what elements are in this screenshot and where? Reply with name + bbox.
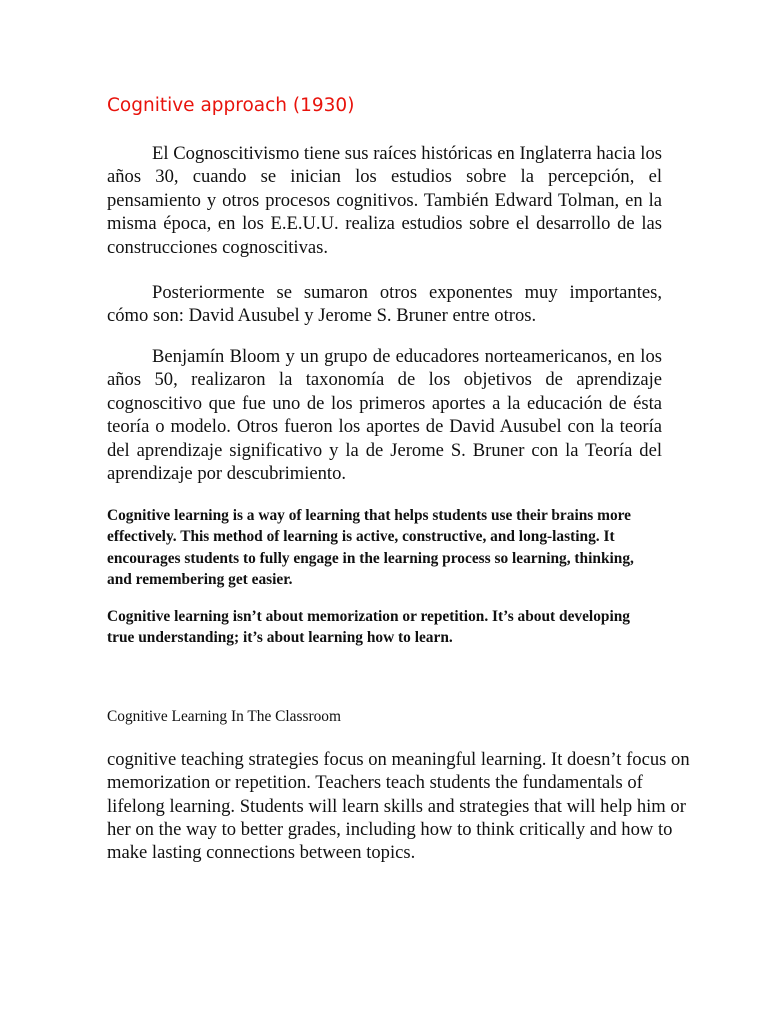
document-title: Cognitive approach (1930) — [107, 95, 355, 116]
paragraph-cognitive-learning-definition: Cognitive learning is a way of learning that helps students use their brains more effectively. This method of learning is active, constructive, and long-lasting. It encourages students to fully engage in the learning process so learning, thinking, and remembering get easier. — [107, 507, 634, 588]
paragraph-teaching-strategies: cognitive teaching strategies focus on meaningful learning. It doesn’t focus on memorization or repetition. Teachers teach students the fundamentals of lifelong learning. Students will learn skills and strategies that will help him or her on the way to better grades, including how to think critically and how to make lasting connections between topics. — [107, 749, 690, 864]
section-heading: Cognitive Learning In The Classroom — [107, 708, 341, 725]
paragraph-bloom: Benjamín Bloom y un grupo de educadores norteamericanos, en los años 50, realizaron la taxonomía de los objetivos de aprendizaje cognoscitivo que fue uno de los primeros aportes a la educación de ésta teoría o modelo. Otros fueron los aportes de David Ausubel con la teoría del aprendizaje significativo y la de Jerome S. Bruner con la Teoría del aprendizaje por descubrimiento. — [107, 346, 662, 485]
paragraph-history: El Cognoscitivismo tiene sus raíces históricas en Inglaterra hacia los años 30, cuando se inician los estudios sobre la percepción, el pensamiento y otros procesos cognitivos. También Edward Tolman, en la misma época, en los E.E.U.U. realiza estudios sobre el desarrollo de las construcciones cognoscitivas. — [107, 143, 662, 258]
paragraph-cognitive-learning-understanding: Cognitive learning isn’t about memorization or repetition. It’s about developing true understanding; it’s about learning how to learn. — [107, 608, 630, 647]
paragraph-exponents: Posteriormente se sumaron otros exponentes muy importantes, cómo son: David Ausubel y Jerome S. Bruner entre otros. — [107, 282, 662, 327]
